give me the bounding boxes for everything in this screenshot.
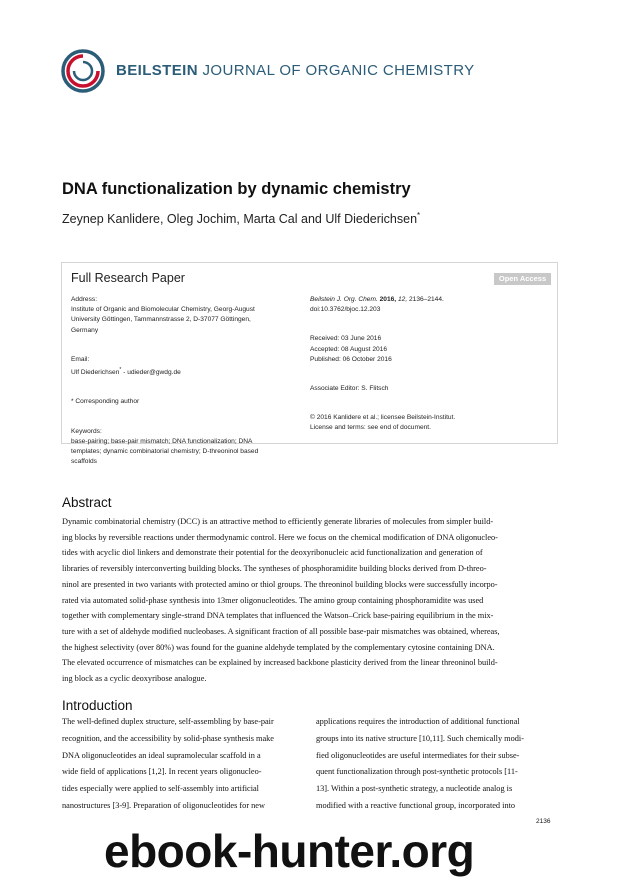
intro-line: tides especially were applied to self-assembly into artificial [62,784,259,794]
license-line: © 2016 Kanlidere et al.; licensee Beilstein-Institut. [310,414,456,422]
intro-line: fied oligonucleotides are useful intermediates for their subse- [316,750,520,760]
abstract-line: ing blocks by reversible reactions under thermodynamic control. Here we focus on the chemical modification of DNA oligonucleo- [62,532,498,542]
abstract-line: Dynamic combinatorial chemistry (DCC) is an attractive method to efficiently generate libraries of molecules from simpler build- [62,517,494,526]
abstract-heading: Abstract [62,495,112,510]
doi-link[interactable]: doi:10.3762/bjoc.12.203 [310,306,381,314]
introduction-right-column [316,714,558,815]
intro-line: recognition, and the accessibility by solid-phase synthesis make [62,733,274,743]
keywords-line: scaffolds [71,458,97,466]
paper-title: DNA functionalization by dynamic chemistry [62,180,411,198]
corresponding-author-note: * Corresponding author [71,398,140,406]
citation-year: 2016, [379,296,397,303]
citation-volume: 12, [398,296,408,303]
introduction-heading: Introduction [62,698,133,713]
intro-line: wide field of applications [1,2]. In recent years oligonucleo- [62,767,262,777]
intro-line: modified with a reactive functional group, incorporated into [316,800,516,810]
email-link[interactable]: - udieder@gwdg.de [121,369,181,377]
received-date: Received: 03 June 2016 [310,335,382,343]
journal-name-bold: BEILSTEIN [116,62,198,79]
open-access-badge: Open Access [494,273,551,285]
keywords-label: Keywords: [71,427,102,435]
intro-line: quent functionalization through post-synthetic protocols [11- [316,767,518,777]
introduction-left-column [62,714,304,815]
associate-editor: Associate Editor: S. Flitsch [310,385,389,393]
email-mark: * [119,367,122,374]
authors [62,211,420,226]
journal-name-rest: JOURNAL OF ORGANIC CHEMISTRY [197,62,475,79]
page-number: 2136 [536,818,551,825]
intro-line: 13]. Within a post-synthetic strategy, a nucleotide analog is [316,784,513,794]
info-left-column [71,295,289,467]
abstract-line: the highest selectivity (over 80%) was found for the guanine aldehyde templated by the complementary cytosine containing DNA. [62,642,495,652]
accepted-date: Accepted: 08 August 2016 [310,345,387,353]
abstract-line: ing block as a cyclic deoxyribose analogue. [62,674,207,684]
abstract-line: ture with a set of aldehyde modified nucleobases. A significant fraction of all possible base-pair mismatches was obtained, whereas, [62,626,500,636]
address-label: Address: [71,296,98,303]
keywords-line: templates; dynamic combinatorial chemistry; D-threoninol based [71,448,259,456]
keywords-line: base-pairing; base-pair mismatch; DNA functionalization; DNA [71,437,253,445]
abstract-line: tides with acyclic diol linkers and demonstrate their potential for the deoxyribonucleic acid functionalization and generation of [62,548,483,558]
authors-names: Zeynep Kanlidere, Oleg Jochim, Marta Cal and Ulf Diederichsen [62,212,418,227]
intro-line: applications requires the introduction of additional functional [316,717,520,726]
address-line: Germany [71,326,99,334]
published-date: Published: 06 October 2016 [310,355,392,363]
intro-line: groups into its native structure [10,11]. Such chemically modi- [316,733,524,743]
abstract-line: libraries of reversibly interconverting building blocks. The syntheses of phosphoramidite building blocks derived from D-threo- [62,564,487,574]
journal-title [116,62,475,79]
citation-journal: Beilstein J. Org. Chem. [310,296,378,303]
watermark: ebook-hunter.org [104,825,475,877]
corresponding-mark: * [417,211,421,220]
email-label: Email: [71,355,90,363]
citation-pages: 2136–2144. [409,296,444,303]
paper-type: Full Research Paper [71,271,185,285]
intro-line: DNA oligonucleotides an ideal supramolecular scaffold in a [62,750,261,760]
citation [310,295,540,305]
journal-logo [60,48,106,94]
intro-line: nanostructures [3-9]. Preparation of oligonucleotides for new [62,800,265,810]
abstract-line: ninol are presented in two variants with protected amino or thiol groups. The threoninol building blocks were successfully incorpo- [62,579,498,589]
email-line [71,365,289,378]
email-name: Ulf Diederichsen [71,369,120,377]
abstract-line: rated via automated solid-phase synthesis into 13mer oligonucleotides. The amino group containing phosphoramidite was used [62,595,484,605]
abstract-line: together with complementary single-strand DNA templates that influenced the Watson–Crick base-pairing equilibrium in the mix- [62,611,494,621]
address-line: Institute of Organic and Biomolecular Chemistry, Georg-August [71,306,255,314]
abstract-line: The elevated occurrence of mismatches can be explained by increased backbone plasticity derived from the linear threoninol build- [62,658,498,668]
license-line: License and terms: see end of document. [310,424,431,432]
address-line: University Göttingen, Tammannstrasse 2, D-37077 Göttingen, [71,316,251,324]
abstract-text [62,514,558,687]
intro-line: The well-defined duplex structure, self-assembling by base-pair [62,717,274,726]
info-right-column [310,295,540,434]
